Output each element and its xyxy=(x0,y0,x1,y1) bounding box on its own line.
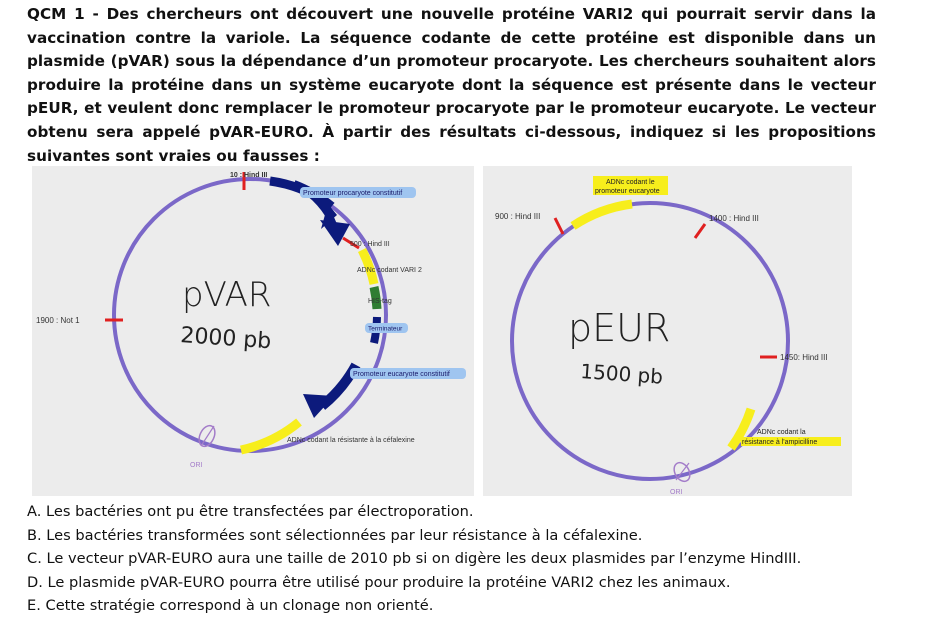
pvar-ori-label: ORI xyxy=(190,462,203,469)
peur-promoter-label-line1: ADNc codant le xyxy=(606,179,655,186)
peur-site-900-label: 900 : Hind III xyxy=(495,212,541,221)
option-d: D. Le plasmide pVAR-EURO pourra être utilisé pour produire la protéine VARI2 chez les animaux. xyxy=(27,573,731,591)
pvar-name: pVAR xyxy=(182,275,272,315)
peur-site-1450-label: 1450: Hind III xyxy=(780,353,828,362)
pvar-site-1900-label: 1900 : Not 1 xyxy=(36,316,80,325)
option-b: B. Les bactéries transformées sont sélectionnées par leur résistance à la céfalexine. xyxy=(27,526,643,544)
pvar-prok-promoter-label: Promoteur procaryote constitutif xyxy=(303,190,403,197)
peur-euk-promoter-segment xyxy=(573,204,632,226)
peur-site-1400-label: 1400 : Hind III xyxy=(709,214,759,223)
pvar-plasmid-ring xyxy=(114,179,386,451)
peur-site-900 xyxy=(555,218,563,234)
option-a: A. Les bactéries ont pu être transfectées par électroporation. xyxy=(27,503,474,520)
pvar-histag-label: HIS-tag xyxy=(368,298,392,305)
peur-ori-label: ORI xyxy=(670,489,683,496)
peur-site-1400 xyxy=(695,224,705,238)
pvar-euk-promoter-label: Promoteur eucaryote constitutif xyxy=(353,371,450,378)
options-list xyxy=(27,500,907,618)
peur-promoter-label-line2: promoteur eucaryote xyxy=(595,188,660,195)
pvar-vari2-label: ADNc codant VARI 2 xyxy=(357,267,422,274)
pvar-cefalexine-label: ADNc codant la résistante à la céfalexine xyxy=(287,437,415,444)
option-c: C. Le vecteur pVAR-EURO aura une taille de 2010 pb si on digère les deux plasmides par l’enzyme HindIII. xyxy=(27,550,802,568)
pvar-figure xyxy=(32,166,474,496)
pvar-terminator-label: Terminateur xyxy=(368,325,403,333)
option-e: E. Cette stratégie correspond à un clonage non orienté. xyxy=(27,597,434,615)
pvar-size: 2000 pb xyxy=(179,323,273,355)
peur-size: 1500 pb xyxy=(579,359,664,389)
pvar-site-10-label: 10 : Hind III xyxy=(230,172,268,179)
peur-name: pEUR xyxy=(568,306,671,350)
question-text: QCM 1 - Des chercheurs ont découvert une nouvelle protéine VARI2 qui pourrait servir dans la vaccination contre la variole. La séquence codante de cette protéine est disponible dans un plasmide (pVAR) sous la dépendance d’un promoteur procaryote. Les chercheurs souhaitent alors produire la protéine dans un système eucaryote dont la séquence est présente dans le vecteur pEUR, et veulent donc remplacer le promoteur procaryote par le promoteur eucaryote. Le vecteur obtenu sera appelé pVAR-EURO. À partir des résultats ci-dessous, indiquez si les propositions suivantes sont vraies ou fausses : xyxy=(27,5,876,165)
peur-ampicilline-label-line1: ADNc codant la xyxy=(757,429,806,436)
pvar-site-500-label: 500 : Hind III xyxy=(350,241,390,248)
peur-figure xyxy=(483,166,852,496)
peur-ampicilline-label-line2: résistance à l'ampicilline xyxy=(742,439,818,446)
